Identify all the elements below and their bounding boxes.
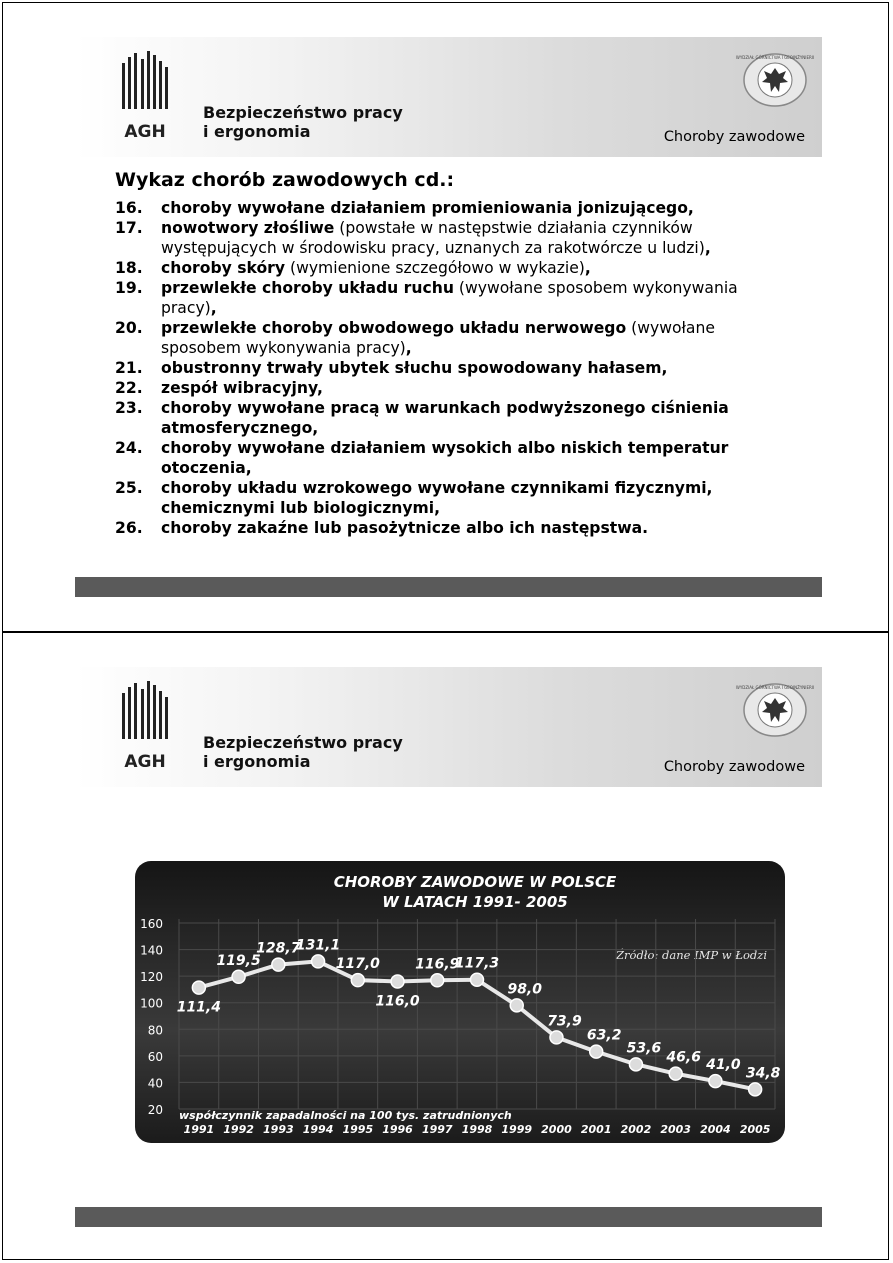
- item-number: 21.: [115, 359, 143, 377]
- data-point: [709, 1075, 722, 1088]
- agh-logo-text: AGH: [124, 122, 166, 142]
- y-tick-label: 120: [140, 970, 163, 985]
- data-point: [192, 981, 205, 994]
- data-point: [629, 1058, 642, 1071]
- item-bold-text: choroby układu wzrokowego wywołane czynnikami fizycznymi, chemicznymi lub biologicznymi,: [161, 479, 713, 517]
- data-point: [431, 974, 444, 987]
- item-punctuation: ,: [210, 299, 217, 317]
- data-point: [471, 973, 484, 986]
- x-tick-label: 2002: [620, 1123, 652, 1136]
- item-bold-text: choroby wywołane działaniem wysokich albo niskich temperatur otoczenia,: [161, 439, 729, 477]
- chart-ylabel: współczynnik zapadalności na 100 tys. zatrudnionych: [179, 1109, 512, 1122]
- data-label: 116,0: [375, 993, 420, 1010]
- data-label: 46,6: [666, 1049, 701, 1066]
- x-tick-label: 2000: [541, 1123, 572, 1136]
- data-label: 119,5: [216, 952, 261, 969]
- y-tick-label: 60: [147, 1049, 163, 1064]
- data-point: [669, 1067, 682, 1080]
- x-tick-label: 1998: [461, 1123, 493, 1136]
- x-tick-label: 1993: [263, 1123, 294, 1136]
- item-number: 25.: [115, 479, 143, 497]
- disease-list-item: [115, 258, 795, 278]
- disease-list-item: [115, 378, 795, 398]
- y-tick-label: 160: [140, 917, 163, 931]
- item-number: 19.: [115, 279, 143, 297]
- slide-1: [2, 2, 889, 632]
- data-label: 131,1: [295, 937, 341, 954]
- item-number: 16.: [115, 199, 143, 217]
- y-tick-label: 40: [147, 1076, 163, 1091]
- data-label: 128,7: [256, 940, 301, 957]
- x-tick-label: 1992: [223, 1123, 254, 1136]
- slide-2: [2, 632, 889, 1260]
- disease-list-item: [115, 518, 795, 538]
- item-number: 20.: [115, 319, 143, 337]
- disease-list-item: [115, 358, 795, 378]
- agh-logo-text: AGH: [124, 752, 166, 772]
- data-label: 116,9: [415, 956, 460, 973]
- data-point: [351, 974, 364, 987]
- x-tick-label: 2004: [700, 1123, 731, 1136]
- item-bold-text: choroby wywołane pracą w warunkach podwyższonego ciśnienia atmosferycznego,: [161, 399, 729, 437]
- data-label: 117,3: [454, 955, 500, 972]
- item-number: 24.: [115, 439, 143, 457]
- item-number: 23.: [115, 399, 143, 417]
- disease-list: [115, 198, 795, 538]
- chart-svg: [135, 861, 785, 1143]
- item-bold-text: obustronny trwały ubytek słuchu spowodowany hałasem,: [161, 359, 668, 377]
- x-tick-label: 2001: [580, 1123, 612, 1136]
- item-bold-text: choroby zakaźne lub pasożytnicze albo ich następstwa.: [161, 519, 649, 537]
- course-title: [203, 103, 403, 141]
- data-label: 34,8: [745, 1065, 781, 1082]
- item-punctuation: ,: [405, 339, 412, 357]
- data-label: 41,0: [706, 1057, 741, 1074]
- item-bold-text: choroby wywołane działaniem promieniowania jonizującego,: [161, 199, 694, 217]
- disease-list-item: [115, 478, 795, 518]
- item-bold-text: zespół wibracyjny,: [161, 379, 323, 397]
- data-point: [272, 958, 285, 971]
- x-tick-label: 1999: [501, 1123, 533, 1136]
- item-number: 18.: [115, 259, 143, 277]
- chart-source-note: Źródło: dane IMP w Łodzi: [616, 948, 767, 962]
- slide-header: [75, 37, 822, 157]
- disease-list-item: [115, 438, 795, 478]
- item-number: 22.: [115, 379, 143, 397]
- data-label: 53,6: [626, 1040, 662, 1057]
- data-point: [550, 1031, 563, 1044]
- course-title-line2: i ergonomia: [203, 122, 311, 141]
- data-label: 73,9: [547, 1013, 582, 1030]
- item-bold-text: nowotwory złośliwe: [161, 219, 335, 237]
- incidence-chart: [135, 861, 785, 1143]
- item-number: 17.: [115, 219, 143, 237]
- x-tick-label: 1997: [421, 1123, 453, 1136]
- data-point: [749, 1083, 762, 1096]
- item-bold-text: przewlekłe choroby obwodowego układu nerwowego: [161, 319, 627, 337]
- data-label: 98,0: [507, 981, 543, 998]
- item-punctuation: ,: [704, 239, 711, 257]
- data-point: [510, 999, 523, 1012]
- footer-bar: [75, 1207, 822, 1227]
- chart-title-line1: CHOROBY ZAWODOWE W POLSCE: [333, 873, 617, 891]
- chart-title-line2: W LATACH 1991- 2005: [382, 893, 568, 911]
- x-tick-label: 2005: [739, 1123, 771, 1136]
- x-tick-label: 2003: [660, 1123, 691, 1136]
- disease-list-item: [115, 278, 795, 318]
- disease-list-item: [115, 198, 795, 218]
- data-label: 111,4: [176, 999, 222, 1016]
- item-description: (wywołane sposobem wykonywania pracy): [161, 319, 715, 357]
- x-tick-label: 1994: [302, 1123, 334, 1136]
- emblem-text: WYDZIAŁ GÓRNICTWA I GEOINŻYNIERII: [735, 685, 815, 690]
- item-description: (wymienione szczegółowo w wykazie): [285, 259, 585, 277]
- y-tick-label: 140: [140, 943, 163, 958]
- item-punctuation: ,: [584, 259, 591, 277]
- data-label: 63,2: [586, 1027, 622, 1044]
- course-title-line2: i ergonomia: [203, 752, 311, 771]
- agh-logo: [119, 679, 171, 771]
- slide-subject: Choroby zawodowe: [663, 759, 805, 775]
- item-description: (wywołane sposobem wykonywania pracy): [161, 279, 738, 317]
- disease-list-item: [115, 398, 795, 438]
- course-title-line1: Bezpieczeństwo pracy: [203, 103, 403, 122]
- x-tick-label: 1991: [183, 1123, 215, 1136]
- y-tick-label: 80: [147, 1023, 163, 1038]
- footer-bar: [75, 577, 822, 597]
- faculty-emblem-icon: [735, 681, 815, 739]
- y-tick-label: 100: [140, 996, 163, 1011]
- data-point: [391, 975, 404, 988]
- x-tick-label: 1996: [382, 1123, 413, 1136]
- slide-subject: Choroby zawodowe: [663, 129, 805, 145]
- agh-logo: [119, 49, 171, 141]
- data-point: [232, 970, 245, 983]
- item-number: 26.: [115, 519, 143, 537]
- item-bold-text: choroby skóry: [161, 259, 286, 277]
- disease-list-item: [115, 318, 795, 358]
- course-title: [203, 733, 403, 771]
- course-title-line1: Bezpieczeństwo pracy: [203, 733, 403, 752]
- disease-list-item: [115, 218, 795, 258]
- item-description: (powstałe w następstwie działania czynników występujących w środowisku pracy, uznanych za rakotwórcze u ludzi): [161, 219, 705, 257]
- list-heading: Wykaz chorób zawodowych cd.:: [115, 169, 455, 191]
- data-point: [590, 1045, 603, 1058]
- data-point: [312, 955, 325, 968]
- emblem-text: WYDZIAŁ GÓRNICTWA I GEOINŻYNIERII: [735, 55, 815, 60]
- slide-header: [75, 667, 822, 787]
- data-label: 117,0: [335, 956, 380, 973]
- item-bold-text: przewlekłe choroby układu ruchu: [161, 279, 454, 297]
- faculty-emblem-icon: [735, 51, 815, 109]
- y-tick-label: 20: [147, 1103, 163, 1117]
- x-tick-label: 1995: [342, 1123, 374, 1136]
